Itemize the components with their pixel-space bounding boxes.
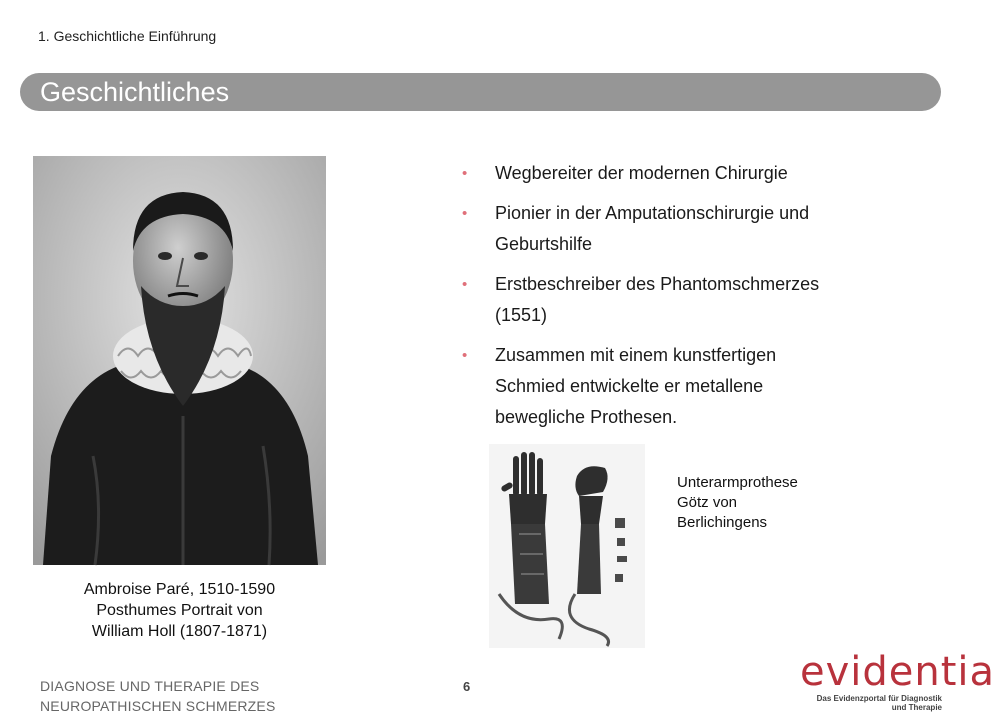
bullet-icon: • <box>462 165 468 182</box>
prosthesis-caption <box>677 473 837 533</box>
evidentia-logo <box>800 649 995 712</box>
bullet-line: Zusammen mit einem kunstfertigen <box>495 345 777 365</box>
bullet-list <box>462 158 932 442</box>
bullet-item <box>462 340 932 433</box>
bullet-line: (1551) <box>495 305 548 325</box>
portrait-caption-line: Posthumes Portrait von <box>96 602 263 619</box>
logo-tagline-line: Das Evidenzportal für Diagnostik <box>816 694 942 703</box>
bullet-line: Pionier in der Amputationschirurgie und <box>495 203 810 223</box>
bullet-icon: • <box>462 347 468 364</box>
bullet-line: Geburtshilfe <box>495 234 593 254</box>
prosthesis-caption-line: Götz von <box>677 494 738 511</box>
bullet-icon: • <box>462 276 468 293</box>
prosthesis-caption-line: Unterarmprothese <box>677 474 798 491</box>
bullet-line: Erstbeschreiber des Phantomschmerzes <box>495 274 820 294</box>
footer-line: NEUROPATHISCHEN SCHMERZES <box>40 698 276 714</box>
section-label: 1. Geschichtliche Einführung <box>38 28 217 44</box>
footer-line: DIAGNOSE UND THERAPIE DES <box>40 678 260 694</box>
bullet-line: Wegbereiter der modernen Chirurgie <box>495 163 788 183</box>
title-bar <box>20 73 941 111</box>
bullet-item <box>462 158 932 189</box>
logo-word: evidentia <box>800 649 995 695</box>
bullet-item <box>462 198 932 260</box>
prosthesis-caption-line: Berlichingens <box>677 514 768 531</box>
footer-text <box>40 676 276 716</box>
portrait-image <box>33 156 326 565</box>
bullet-line: bewegliche Prothesen. <box>495 407 678 427</box>
portrait-caption-line: Ambroise Paré, 1510-1590 <box>83 581 276 598</box>
page-title: Geschichtliches <box>40 77 230 107</box>
prosthesis-illustration <box>489 444 645 648</box>
logo-tagline <box>800 694 942 712</box>
prosthesis-image <box>489 444 645 648</box>
page-number: 6 <box>463 679 471 694</box>
portrait-caption <box>33 579 326 642</box>
bullet-icon: • <box>462 205 468 222</box>
bullet-item <box>462 269 932 331</box>
portrait-illustration <box>33 156 326 565</box>
bullet-line: Schmied entwickelte er metallene <box>495 376 764 396</box>
logo-tagline-line: und Therapie <box>891 703 942 712</box>
portrait-caption-line: William Holl (1807-1871) <box>91 623 268 640</box>
